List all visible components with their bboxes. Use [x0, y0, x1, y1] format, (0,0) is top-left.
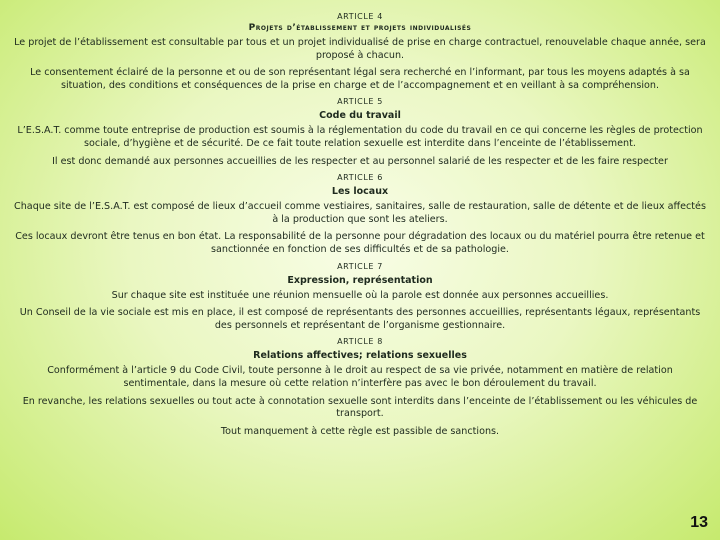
- article-title: Les locaux: [331, 186, 389, 198]
- paragraph: Ces locaux devront être tenus en bon état. La responsabilité de la personne pour dégradation des locaux ou du matériel pourra être retenue et sanctionnée en fonction de ses difficultés et de sa pathologie.: [15, 231, 705, 255]
- article-title: Code du travail: [319, 110, 401, 122]
- document-body: [14, 12, 706, 443]
- page-number: 13: [690, 514, 708, 531]
- paragraph: L’E.S.A.T. comme toute entreprise de production est soumis à la réglementation du code du travail en ce qui concerne les règles de protection sociale, d’hygiène et de sécurité. De ce fait toute relation sexuelle est interdite dans l’enceinte de l’établissement.: [17, 125, 703, 149]
- paragraph: Un Conseil de la vie sociale est mis en place, il est composé de représentants des personnes accueillies, représentants légaux, représentants des personnels et représentant de l’organisme gestionnaire.: [19, 307, 701, 331]
- paragraph: Il est donc demandé aux personnes accueillies de les respecter et au personnel salarié de les respecter et de les faire respecter: [52, 155, 668, 167]
- article-title: Projets d’établissement et projets individualisés: [248, 23, 472, 33]
- paragraph: En revanche, les relations sexuelles ou tout acte à connotation sexuelle sont interdits dans l’enceinte de l’établissement ou les véhicules de transport.: [22, 395, 698, 420]
- article-title: Expression, représentation: [287, 274, 433, 286]
- article-label: ARTICLE 7: [337, 261, 383, 271]
- paragraph: Le consentement éclairé de la personne et ou de son représentant légal sera recherché en l’informant, par tous les moyens adaptés à sa situation, des conditions et conséquences de la prise en charge et de l’accompagnement et en veillant à sa compréhension.: [30, 67, 690, 91]
- paragraph: Sur chaque site est instituée une réunion mensuelle où la parole est donnée aux personnes accueillies.: [111, 289, 609, 301]
- article-title: Relations affectives; relations sexuelles: [253, 350, 467, 362]
- article-8-section: [14, 337, 706, 438]
- paragraph: Chaque site de l’E.S.A.T. est composé de lieux d’accueil comme vestiaires, sanitaires, salle de restauration, salle de détente et de lieux affectés à la production que sont les ateliers.: [14, 201, 706, 225]
- paragraph: Tout manquement à cette règle est passible de sanctions.: [220, 425, 500, 437]
- article-6-section: [14, 173, 706, 256]
- article-4-section: [14, 12, 706, 92]
- article-5-section: [14, 97, 706, 168]
- article-label: ARTICLE 8: [337, 337, 383, 347]
- article-label: ARTICLE 6: [337, 173, 383, 183]
- article-7-section: [14, 262, 706, 333]
- paragraph: Conformément à l’article 9 du Code Civil, toute personne à le droit au respect de sa vie privée, notamment en matière de relation sentimentale, dans la mesure où cette relation n’interfère pas avec le bon déroulement du travail.: [47, 365, 673, 389]
- article-label: ARTICLE 5: [337, 97, 383, 107]
- paragraph: Le projet de l’établissement est consultable par tous et un projet individualisé de prise en charge contractuel, renouvelable chaque année, sera proposé à chacun.: [14, 37, 706, 61]
- article-label: ARTICLE 4: [337, 12, 383, 21]
